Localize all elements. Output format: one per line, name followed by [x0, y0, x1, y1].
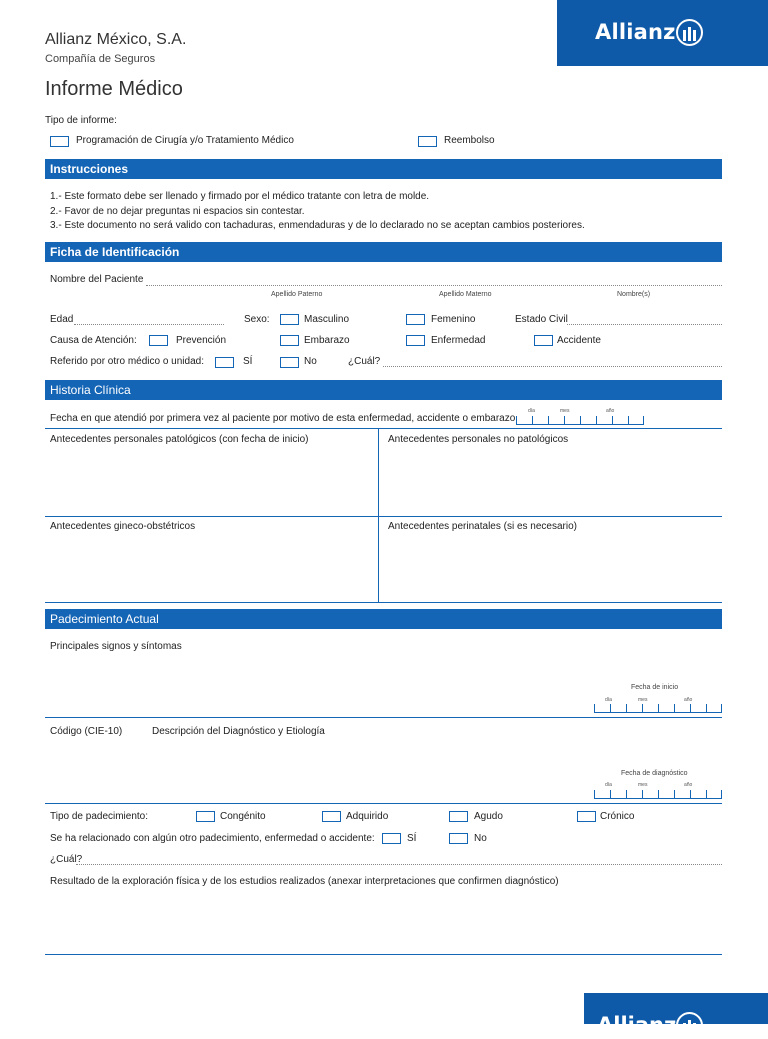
divider: [45, 803, 722, 804]
resultado-label: Resultado de la exploración física y de los estudios realizados (anexar interpretaciones que confirmen diagnóstico): [50, 876, 559, 887]
primera-ano-label: año: [606, 408, 615, 414]
brand-name: Allianz: [597, 1013, 677, 1037]
adquirido-label: Adquirido: [346, 811, 389, 822]
diag-mes-label: mes: [638, 782, 648, 788]
edad-label: Edad: [50, 314, 74, 325]
instrucciones-header: Instrucciones: [45, 159, 722, 179]
instruccion-3: 3.- Este documento no será valido con tachaduras, enmendaduras y de lo declarado no se aceptan cambios posteriores.: [50, 220, 585, 231]
apnp-label: Antecedentes personales no patológicos: [388, 434, 569, 445]
allianz-eagle-icon: [676, 19, 703, 46]
fecha-diagnostico-date-field[interactable]: [594, 789, 722, 799]
signos-label: Principales signos y síntomas: [50, 641, 182, 652]
inicio-mes-label: mes: [638, 697, 648, 703]
divider: [45, 428, 722, 429]
nombre-field[interactable]: [146, 285, 722, 286]
ficha-header: Ficha de Identificación: [45, 242, 722, 262]
fecha-inicio-date-field[interactable]: [594, 703, 722, 713]
agudo-label: Agudo: [474, 811, 503, 822]
referido-no-checkbox[interactable]: [280, 357, 299, 368]
enfermedad-label: Enfermedad: [431, 335, 486, 346]
femenino-checkbox[interactable]: [406, 314, 425, 325]
instruccion-1: 1.- Este formato debe ser llenado y firmado por el médico tratante con letra de molde.: [50, 191, 430, 202]
inicio-dia-label: día: [605, 697, 612, 703]
referido-label: Referido por otro médico o unidad:: [50, 356, 204, 367]
diag-dia-label: día: [605, 782, 612, 788]
congenito-label: Congénito: [220, 811, 266, 822]
embarazo-checkbox[interactable]: [280, 335, 299, 346]
relacionado-no-checkbox[interactable]: [449, 833, 468, 844]
relacionado-no-label: No: [474, 833, 487, 844]
embarazo-label: Embarazo: [304, 335, 350, 346]
fecha-inicio-label: Fecha de inicio: [631, 684, 679, 691]
divider: [45, 602, 722, 603]
page-title: Informe Médico: [45, 78, 183, 100]
diag-ano-label: año: [684, 782, 693, 788]
accidente-label: Accidente: [557, 335, 601, 346]
femenino-label: Femenino: [431, 314, 476, 325]
instruccion-2: 2.- Favor de no dejar preguntas ni espacios sin contestar.: [50, 206, 305, 217]
divider: [45, 717, 722, 718]
referido-cual-field[interactable]: [383, 366, 722, 367]
nombres-label: Nombre(s): [617, 291, 651, 298]
padecimiento-header: Padecimiento Actual: [45, 609, 722, 629]
congenito-checkbox[interactable]: [196, 811, 215, 822]
adquirido-checkbox[interactable]: [322, 811, 341, 822]
tipo-reembolso-checkbox[interactable]: [418, 136, 437, 147]
primera-atencion-label: Fecha en que atendió por primera vez al paciente por motivo de esta enfermedad, accidente o embarazo: [50, 413, 516, 424]
apellido-paterno-label: Apellido Paterno: [271, 291, 323, 298]
primera-atencion-date-field[interactable]: [516, 415, 644, 425]
company-name: Allianz México, S.A.: [45, 31, 187, 48]
divider: [45, 516, 722, 517]
causa-label: Causa de Atención:: [50, 335, 137, 346]
brand-name: Allianz: [595, 20, 676, 44]
tipo-reembolso-label: Reembolso: [444, 135, 495, 146]
ago-label: Antecedentes gineco-obstétricos: [50, 521, 196, 532]
referido-si-label: SÍ: [243, 356, 253, 367]
divider: [45, 954, 722, 955]
tipo-padecimiento-label: Tipo de padecimiento:: [50, 811, 149, 822]
agudo-checkbox[interactable]: [449, 811, 468, 822]
aper-label: Antecedentes perinatales (si es necesario): [388, 521, 577, 532]
referido-no-label: No: [304, 356, 317, 367]
tipo-label: Tipo de informe:: [45, 115, 117, 126]
apellido-materno-label: Apellido Materno: [439, 291, 492, 298]
relacionado-label: Se ha relacionado con algún otro padecimiento, enfermedad o accidente:: [50, 833, 375, 844]
codigo-label: Código (CIE-10): [50, 726, 123, 737]
allianz-logo: [557, 0, 768, 66]
historia-header: Historia Clínica: [45, 380, 722, 400]
estado-civil-label: Estado Civil: [515, 314, 568, 325]
prevencion-checkbox[interactable]: [149, 335, 168, 346]
cual-label: ¿Cuál?: [50, 854, 83, 865]
cual-field[interactable]: [76, 864, 722, 865]
referido-si-checkbox[interactable]: [215, 357, 234, 368]
app-label: Antecedentes personales patológicos (con fecha de inicio): [50, 434, 309, 445]
enfermedad-checkbox[interactable]: [406, 335, 425, 346]
estado-civil-field[interactable]: [567, 324, 722, 325]
accidente-checkbox[interactable]: [534, 335, 553, 346]
inicio-ano-label: año: [684, 697, 693, 703]
edad-field[interactable]: [74, 324, 224, 325]
allianz-logo-bottom: [584, 993, 768, 1037]
referido-cual-label: ¿Cuál?: [348, 356, 381, 367]
cronico-label: Crónico: [600, 811, 635, 822]
tipo-programacion-label: Programación de Cirugía y/o Tratamiento Médico: [76, 135, 294, 146]
allianz-eagle-icon: [676, 1012, 703, 1039]
prevencion-label: Prevención: [176, 335, 227, 346]
sexo-label: Sexo:: [244, 314, 270, 325]
company-subtitle: Compañía de Seguros: [45, 53, 156, 65]
descripcion-label: Descripción del Diagnóstico y Etiología: [152, 726, 325, 737]
masculino-checkbox[interactable]: [280, 314, 299, 325]
relacionado-si-label: SÍ: [407, 833, 417, 844]
nombre-label: Nombre del Paciente: [50, 274, 144, 285]
primera-mes-label: mes: [560, 408, 570, 414]
tipo-programacion-checkbox[interactable]: [50, 136, 69, 147]
primera-dia-label: día: [528, 408, 535, 414]
fecha-diagnostico-label: Fecha de diagnóstico: [621, 770, 688, 777]
relacionado-si-checkbox[interactable]: [382, 833, 401, 844]
divider: [378, 428, 379, 602]
cronico-checkbox[interactable]: [577, 811, 596, 822]
masculino-label: Masculino: [304, 314, 350, 325]
